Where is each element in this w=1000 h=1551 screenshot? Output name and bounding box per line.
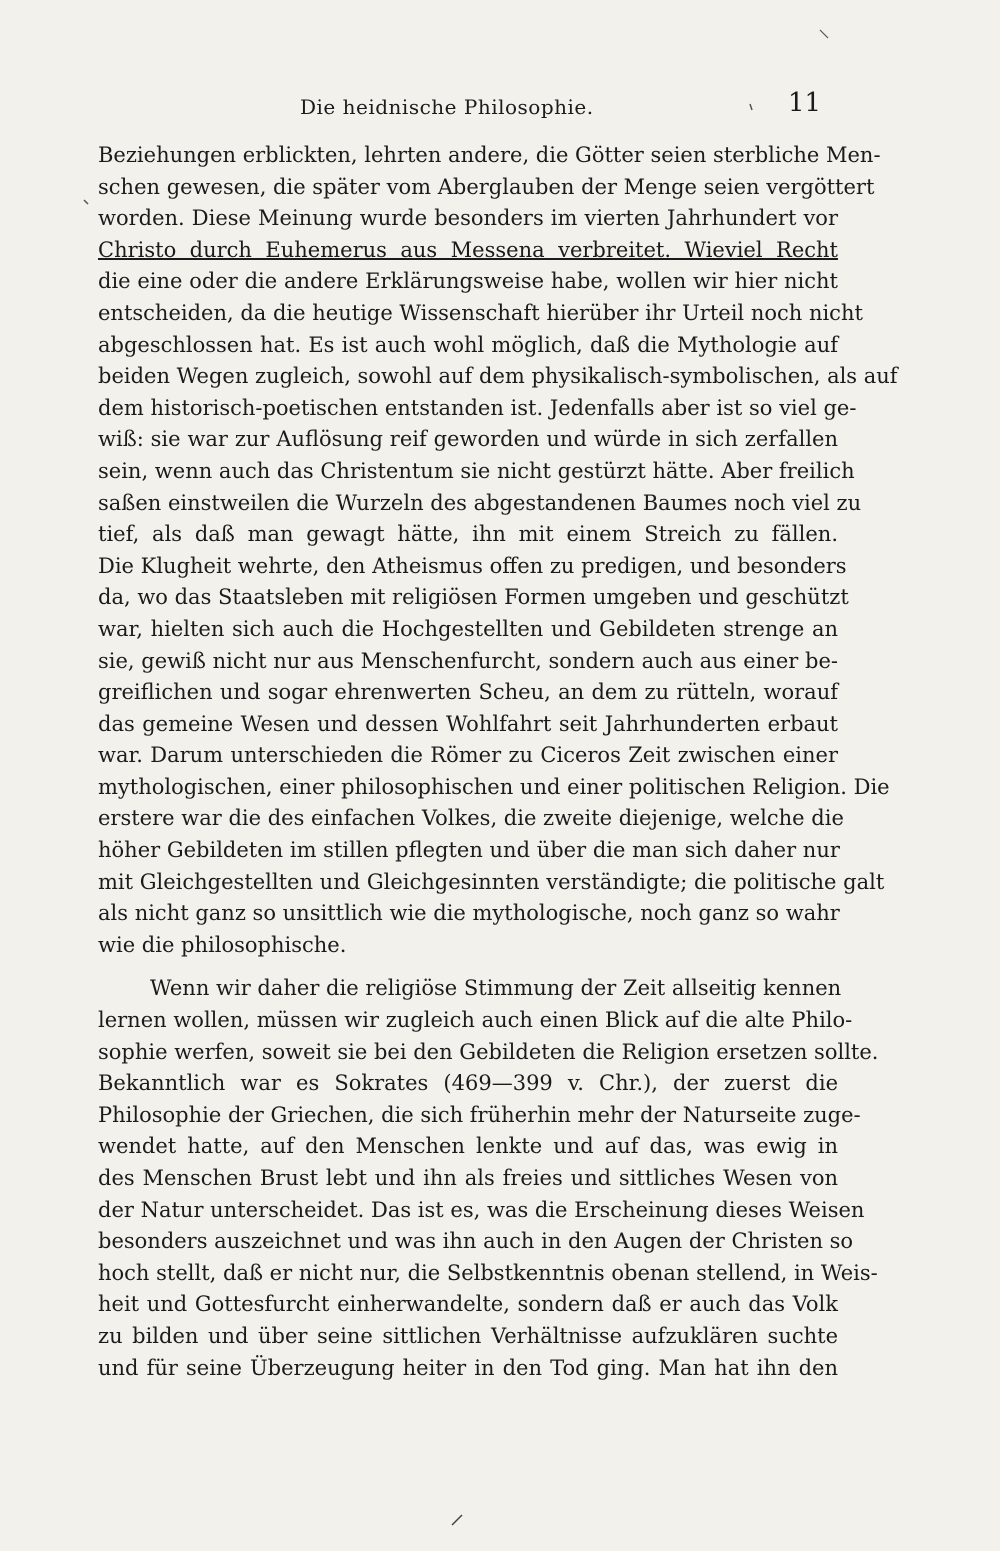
pencil-stroke — [820, 30, 828, 38]
text-line: als nicht ganz so unsittlich wie die mythologische, noch ganz so wahr — [98, 901, 840, 926]
text-line: höher Gebildeten im stillen pflegten und über die man sich daher nur — [98, 838, 840, 863]
paragraph — [98, 973, 879, 1384]
text-line: lernen wollen, müssen wir zugleich auch einen Blick auf die alte Philo- — [98, 1008, 853, 1033]
text-line: Die Klugheit wehrte, den Atheismus offen zu predigen, und besonders — [98, 553, 847, 578]
text-line: entscheiden, da die heutige Wissenschaft hierüber ihr Urteil noch nicht — [98, 300, 863, 325]
text-line: Bekanntlich war es Sokrates (469—399 v. Chr.), der zuerst die — [98, 1071, 838, 1096]
text-line: das gemeine Wesen und dessen Wohlfahrt seit Jahrhunderten erbaut — [98, 711, 838, 736]
text-line: Philosophie der Griechen, die sich früherhin mehr der Naturseite zuge- — [98, 1102, 861, 1127]
text-line: wendet hatte, auf den Menschen lenkte und auf das, was ewig in — [98, 1134, 838, 1159]
text-line: des Menschen Brust lebt und ihn als freies und sittliches Wesen von — [98, 1166, 838, 1190]
text-line: da, wo das Staatsleben mit religiösen Formen umgeben und geschützt — [98, 585, 849, 610]
text-line: war, hielten sich auch die Hochgestellten und Gebildeten strenge an — [98, 616, 838, 641]
text-line: wiß: sie war zur Auflösung reif geworden und würde in sich zerfallen — [98, 427, 838, 452]
text-line: zu bilden und über seine sittlichen Verhältnisse aufzuklären suchte — [98, 1323, 838, 1348]
text-line: abgeschlossen hat. Es ist auch wohl möglich, daß die Mythologie auf — [98, 332, 838, 357]
text-line: der Natur unterscheidet. Das ist es, was die Erscheinung dieses Weisen — [98, 1197, 865, 1222]
page-number: 11 — [788, 88, 822, 118]
text-line: worden. Diese Meinung wurde besonders im vierten Jahrhundert vor — [98, 206, 838, 231]
paragraph-gap — [98, 961, 838, 973]
text-line: schen gewesen, die später vom Aberglauben der Menge seien vergöttert — [98, 174, 875, 199]
text-line: beiden Wegen zugleich, sowohl auf dem physikalisch-symbolischen, als auf — [98, 364, 898, 389]
pencil-stroke — [452, 1515, 462, 1525]
text-line: mythologischen, einer philosophischen und einer politischen Religion. Die — [98, 774, 890, 799]
paragraph — [98, 140, 898, 961]
pencil-stroke — [750, 104, 752, 110]
text-line: Wenn wir daher die religiöse Stimmung der Zeit allseitig kennen — [150, 976, 842, 1001]
text-line: greiflichen und sogar ehrenwerten Scheu, an dem zu rütteln, worauf — [98, 680, 838, 705]
text-line: sophie werfen, soweit sie bei den Gebildeten die Religion ersetzen sollte. — [98, 1039, 879, 1064]
text-line: heit und Gottesfurcht einherwandelte, sondern daß er auch das Volk — [98, 1292, 838, 1317]
text-line: tief, als daß man gewagt hätte, ihn mit einem Streich zu fällen. — [98, 522, 838, 547]
text-line: dem historisch-poetischen entstanden ist. Jedenfalls aber ist so viel ge- — [98, 395, 857, 420]
text-line: besonders auszeichnet und was ihn auch in den Augen der Christen so — [98, 1229, 854, 1254]
running-title: Die heidnische Philosophie. — [300, 95, 594, 119]
text-line: Christo durch Euhemerus aus Messena verbreitet. Wieviel Recht — [98, 237, 838, 262]
body-text — [98, 140, 898, 1384]
text-line: erstere war die des einfachen Volkes, die zweite diejenige, welche die — [98, 806, 844, 831]
text-line: saßen einstweilen die Wurzeln des abgestandenen Baumes noch viel zu — [98, 490, 862, 515]
text-line: sein, wenn auch das Christentum sie nicht gestürzt hätte. Aber freilich — [98, 458, 855, 483]
text-line: Beziehungen erblickten, lehrten andere, die Götter seien sterbliche Men- — [98, 143, 881, 167]
text-line: war. Darum unterschieden die Römer zu Ciceros Zeit zwischen einer — [98, 743, 838, 768]
text-line: sie, gewiß nicht nur aus Menschenfurcht, sondern auch aus einer be- — [98, 648, 838, 673]
text-line: die eine oder die andere Erklärungsweise habe, wollen wir hier nicht — [98, 269, 838, 294]
text-line: wie die philosophische. — [98, 932, 347, 957]
text-line: und für seine Überzeugung heiter in den Tod ging. Man hat ihn den — [98, 1355, 838, 1380]
pencil-stroke — [84, 200, 88, 204]
text-line: hoch stellt, daß er nicht nur, die Selbstkenntnis obenan stellend, in Weis- — [98, 1260, 878, 1285]
text-line: mit Gleichgestellten und Gleichgesinnten verständigte; die politische galt — [98, 869, 885, 894]
